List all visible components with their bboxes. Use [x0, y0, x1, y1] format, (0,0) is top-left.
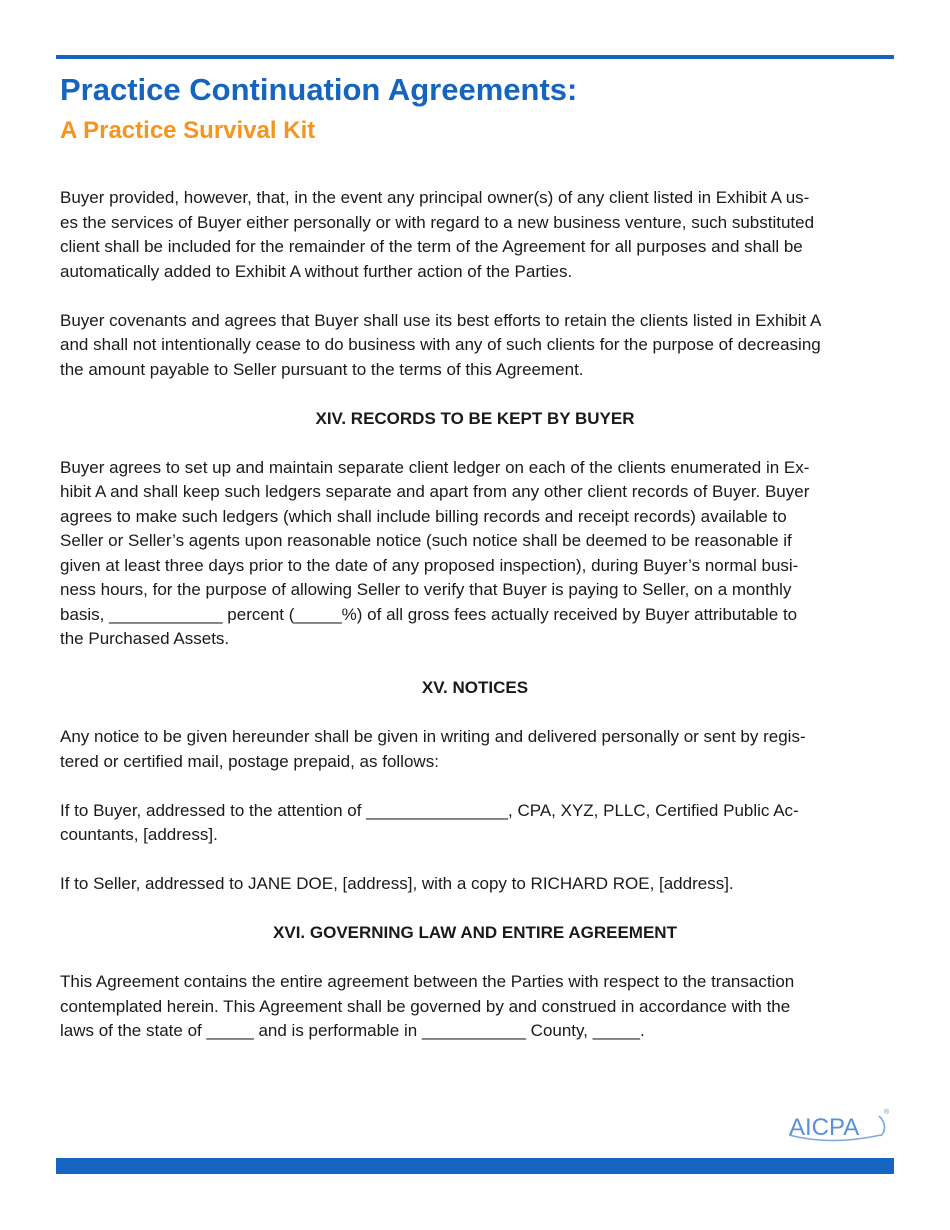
text-line: given at least three days prior to the date of any proposed inspection), during Buyer’s normal busi- [60, 555, 799, 575]
bottom-bar [56, 1158, 894, 1174]
paragraph-best-efforts [60, 309, 890, 383]
text-line: the Purchased Assets. [60, 629, 230, 648]
section-heading-notices: XV. NOTICES [421, 678, 529, 697]
text-line: Buyer agrees to set up and maintain separate client ledger on each of the clients enumerated in Ex- [60, 457, 810, 477]
text-line: automatically added to Exhibit A without further action of the Parties. [60, 261, 573, 281]
text-line: laws of the state of _____ and is performable in ___________ County, _____. [60, 1021, 645, 1040]
paragraph-notice-method [60, 725, 890, 774]
page-title: Practice Continuation Agreements: [60, 72, 578, 107]
text-line: Any notice to be given hereunder shall be given in writing and delivered personally or sent by regis- [60, 727, 806, 746]
document-body [60, 186, 890, 1068]
section-heading-governing-law: XVI. GOVERNING LAW AND ENTIRE AGREEMENT [273, 923, 677, 942]
paragraph-substituted-client [60, 186, 890, 284]
paragraph-governing-law [60, 970, 890, 1044]
text-line: Seller or Seller’s agents upon reasonable notice (such notice shall be deemed to be reasonable if [60, 531, 792, 550]
text-line: the amount payable to Seller pursuant to the terms of this Agreement. [60, 359, 584, 379]
paragraph-notice-buyer [60, 799, 890, 848]
paragraph-records [60, 456, 890, 652]
text-line: If to Seller, addressed to JANE DOE, [address], with a copy to RICHARD ROE, [address]. [60, 874, 734, 893]
logo-wordmark: AICPA [789, 1114, 860, 1141]
text-line: and shall not intentionally cease to do business with any of such clients for the purpose of decreasing [60, 335, 821, 354]
text-line: es the services of Buyer either personally or with regard to a new business venture, such substituted [60, 212, 815, 232]
text-line: contemplated herein. This Agreement shall be governed by and construed in accordance with the [60, 996, 791, 1016]
text-line: This Agreement contains the entire agreement between the Parties with respect to the transaction [60, 972, 795, 991]
text-line: ness hours, for the purpose of allowing Seller to verify that Buyer is paying to Seller, on a monthly [60, 580, 792, 599]
text-line: Buyer covenants and agrees that Buyer shall use its best efforts to retain the clients listed in Exhibit A [60, 310, 822, 330]
text-line: countants, [address]. [60, 825, 218, 844]
text-line: Buyer provided, however, that, in the event any principal owner(s) of any client listed in Exhibit A us- [60, 188, 810, 207]
registered-mark: ® [884, 1109, 890, 1116]
text-line: basis, ____________ percent (_____%) of all gross fees actually received by Buyer attributable to [60, 604, 798, 624]
text-line: hibit A and shall keep such ledgers separate and apart from any other client records of Buyer. Buyer [60, 482, 810, 501]
text-line: If to Buyer, addressed to the attention of _______________, CPA, XYZ, PLLC, Certified Public Ac- [60, 800, 799, 820]
aicpa-logo [781, 1106, 891, 1146]
text-line: agrees to make such ledgers (which shall include billing records and receipt records) available to [60, 506, 787, 526]
logo-swoosh-right [879, 1116, 885, 1136]
text-line: client shall be included for the remainder of the term of the Agreement for all purposes and shall be [60, 237, 803, 256]
page-subtitle: A Practice Survival Kit [60, 117, 316, 144]
section-heading-records: XIV. RECORDS TO BE KEPT BY BUYER [315, 408, 635, 428]
top-rule [56, 55, 894, 59]
text-line: tered or certified mail, postage prepaid, as follows: [60, 751, 439, 771]
paragraph-notice-seller [60, 872, 890, 897]
